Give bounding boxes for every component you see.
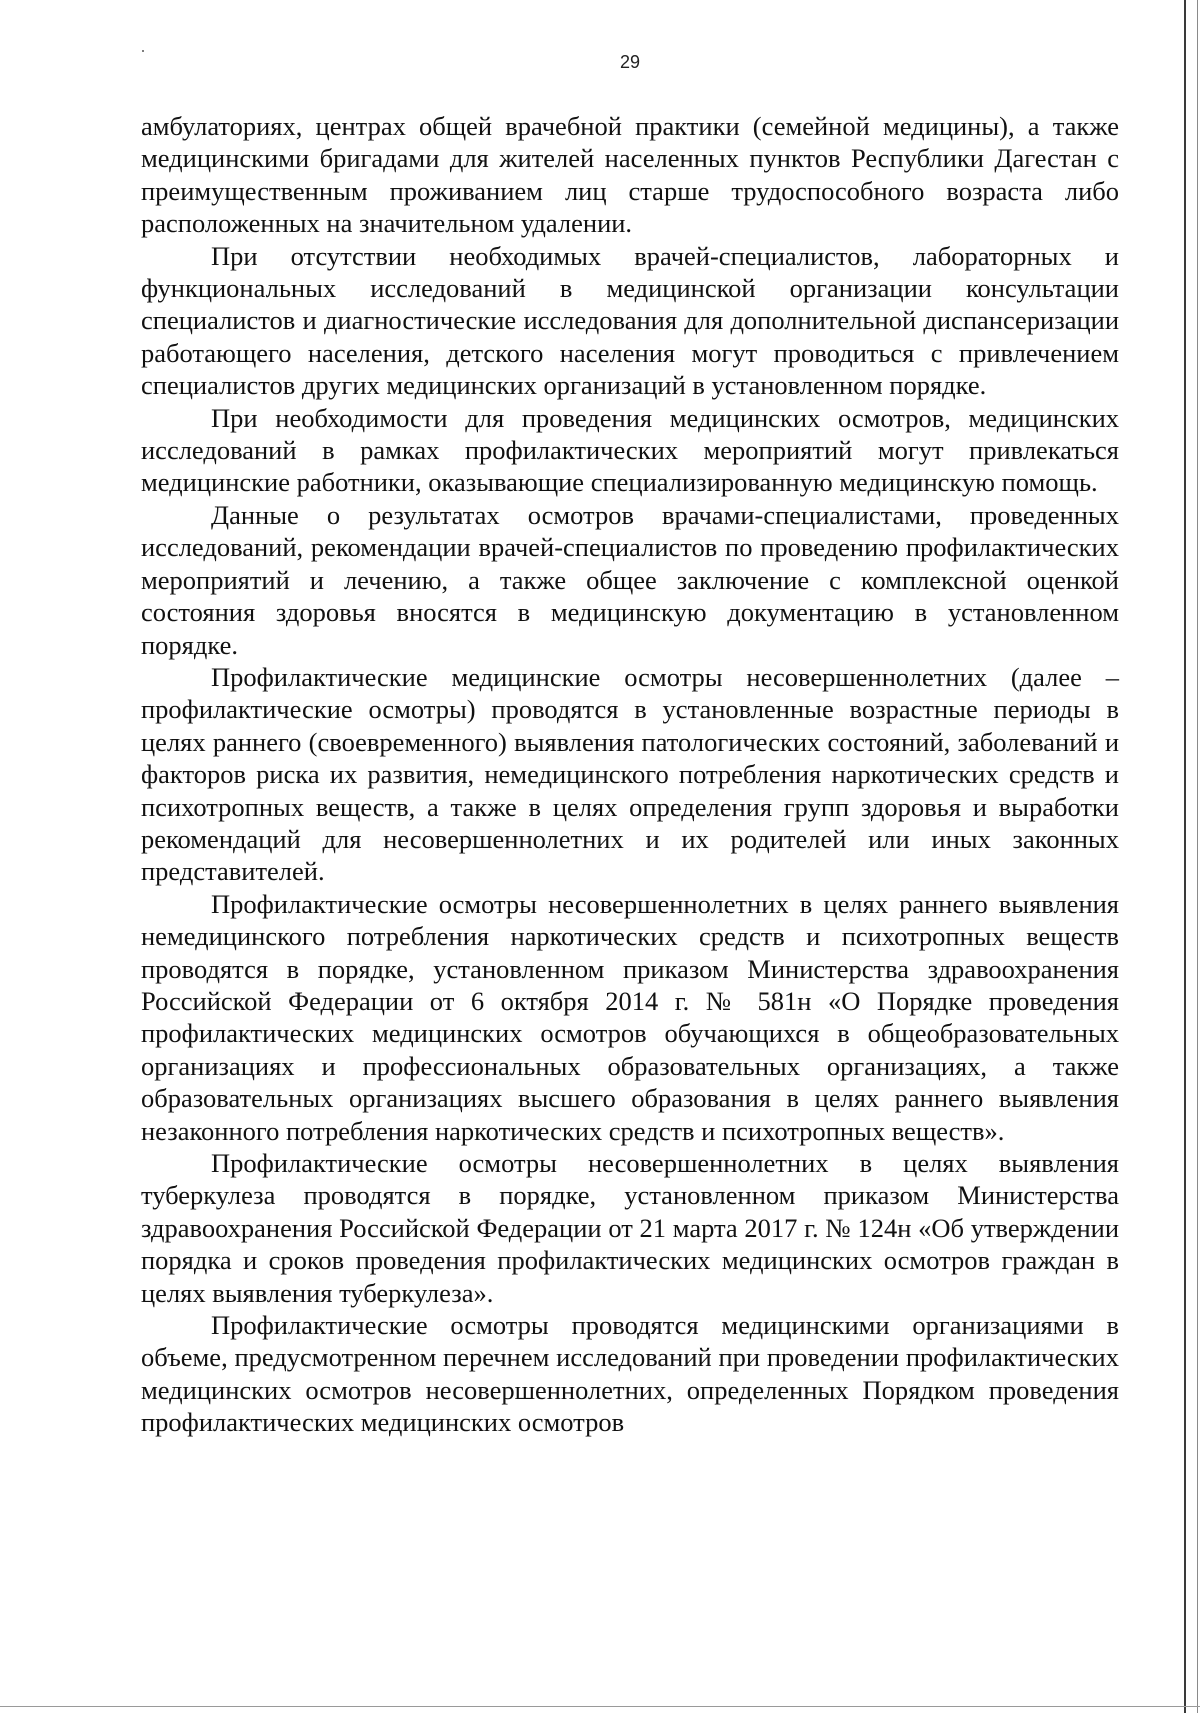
paragraph-3: При необходимости для проведения медицинских осмотров, медицинских исследований в рамках профилактических мероприятий могут привлекаться медицинские работники, оказывающие специализированную медицинскую помощь. xyxy=(141,402,1119,498)
paragraph-8: Профилактические осмотры проводятся медицинскими организациями в объеме, предусмотренном перечнем исследований при проведении профилактических медицинских осмотров несовершеннолетних, определенных Порядком проведения профилактических медицинских осмотров xyxy=(141,1310,1119,1438)
paragraph-5: Профилактические медицинские осмотры несовершеннолетних (далее – профилактические осмотры) проводятся в установленные возрастные периоды в целях раннего (своевременного) выявления патологических состояний, заболеваний и факторов риска их развития, немедицинского потребления наркотических средств и психотропных веществ, а также в целях определения групп здоровья и выработки рекомендаций для несовершеннолетних и их родителей или иных законных представителей. xyxy=(141,661,1119,887)
document-body xyxy=(141,110,1119,1439)
paragraph-4: Данные о результатах осмотров врачами-специалистами, проведенных исследований, рекомендации врачей-специалистов по проведению профилактических мероприятий и лечению, а также общее заключение с комплексной оценкой состояния здоровья вносятся в медицинскую документацию в установленном порядке. xyxy=(141,499,1119,660)
scan-edge-right xyxy=(1184,0,1186,1713)
paragraph-1: амбулаториях, центрах общей врачебной практики (семейной медицины), а также медицинскими бригадами для жителей населенных пунктов Республики Дагестан с преимущественным проживанием лиц старше трудоспособного возраста либо расположенных на значительном удалении. xyxy=(141,111,1119,239)
paragraph-2: При отсутствии необходимых врачей-специалистов, лабораторных и функциональных исследований в медицинской организации консультации специалистов и диагностические исследования для дополнительной диспансеризации работающего населения, детского населения могут проводиться с привлечением специалистов других медицинских организаций в установленном порядке. xyxy=(141,240,1119,401)
paragraph-7: Профилактические осмотры несовершеннолетних в целях выявления туберкулеза проводятся в порядке, установленном приказом Министерства здравоохранения Российской Федерации от 21 марта 2017 г. № 124н «Об утверждении порядка и сроков проведения профилактических медицинских осмотров граждан в целях выявления туберкулеза». xyxy=(141,1148,1119,1308)
scan-edge-right-outer xyxy=(1197,0,1198,1713)
scan-edge-bottom xyxy=(0,1706,1200,1707)
page-number: 29 xyxy=(619,52,641,72)
paragraph-6: Профилактические осмотры несовершеннолетних в целях раннего выявления немедицинского потребления наркотических средств и психотропных веществ проводятся в порядке, установленном приказом Министерства здравоохранения Российской Федерации от 6 октября 2014 г. № 581н «О Порядке проведения профилактических медицинских осмотров обучающихся в общеобразовательных организациях и профессиональных образовательных организациях, а также образовательных организациях высшего образования в целях раннего выявления незаконного потребления наркотических средств и психотропных веществ». xyxy=(141,888,1119,1146)
